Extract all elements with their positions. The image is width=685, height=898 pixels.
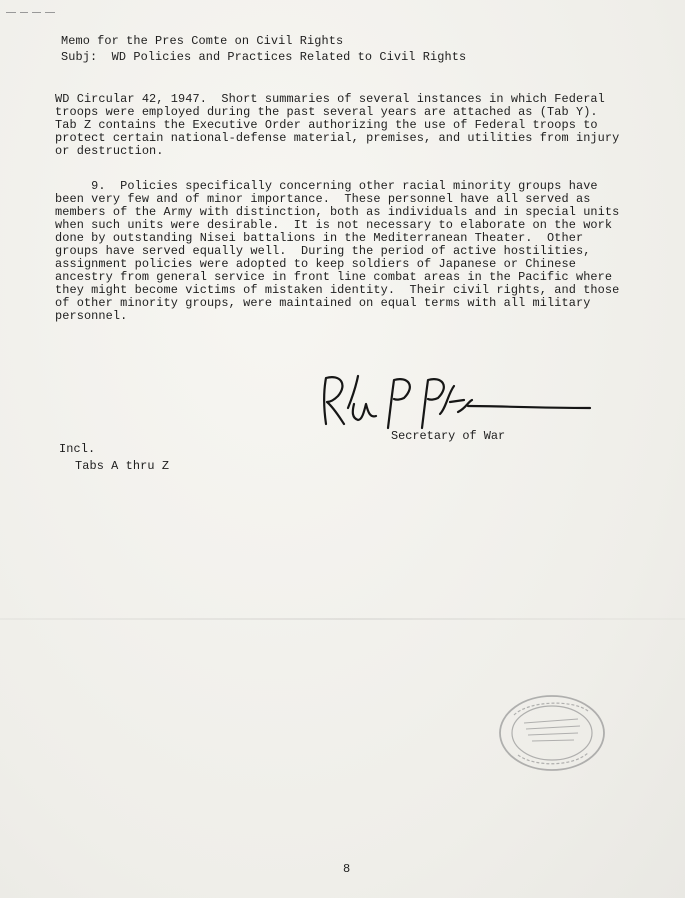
text-line: ancestry from general service in front line combat areas in the Pacific where — [55, 270, 613, 284]
text-line: done by outstanding Nisei battalions in the Mediterranean Theater. Other — [55, 231, 584, 245]
text-line: personnel. — [55, 309, 128, 323]
text-line: WD Circular 42, 1947. Short summaries of several instances in which Federal — [55, 92, 605, 106]
memo-header — [61, 33, 466, 65]
paragraph-continuation — [55, 93, 619, 158]
text-line: when such units were desirable. It is not necessary to elaborate on the work — [55, 218, 613, 232]
paper-fold-crease — [0, 618, 685, 620]
text-line: members of the Army with distinction, both as individuals and in special units — [55, 205, 620, 219]
tick-mark — [20, 12, 28, 13]
handwritten-signature — [318, 372, 598, 434]
memo-recipient-line: Memo for the Pres Comte on Civil Rights — [61, 34, 344, 48]
text-line: of other minority groups, were maintained on equal terms with all military — [55, 296, 591, 310]
tick-mark — [32, 12, 41, 13]
page-number: 8 — [343, 862, 351, 876]
enclosure-item: Tabs A thru Z — [75, 459, 170, 473]
paragraph-9 — [55, 180, 619, 323]
margin-tick-marks — [6, 6, 66, 20]
text-line: 9. Policies specifically concerning other racial minority groups have — [55, 179, 598, 193]
text-line: Tab Z contains the Executive Order authorizing the use of Federal troops to — [55, 118, 598, 132]
text-line: assignment policies were adopted to keep soldiers of Japanese or Chinese — [55, 257, 576, 271]
text-line: protect certain national-defense material, premises, and utilities from injury — [55, 131, 620, 145]
text-line: they might become victims of mistaken identity. Their civil rights, and those — [55, 283, 620, 297]
text-line: been very few and of minor importance. These personnel have all served as — [55, 192, 591, 206]
text-line: groups have served equally well. During the period of active hostilities, — [55, 244, 591, 258]
tick-mark — [45, 12, 55, 13]
enclosure-block — [59, 441, 169, 475]
text-line: troops were employed during the past several years are attached as (Tab Y). — [55, 105, 598, 119]
text-line: or destruction. — [55, 144, 164, 158]
memo-subject-line: Subj: WD Policies and Practices Related to Civil Rights — [61, 50, 467, 64]
tick-mark — [6, 12, 16, 13]
library-stamp-seal — [492, 693, 610, 775]
enclosure-label: Incl. — [59, 442, 96, 456]
signatory-title: Secretary of War — [391, 429, 506, 443]
